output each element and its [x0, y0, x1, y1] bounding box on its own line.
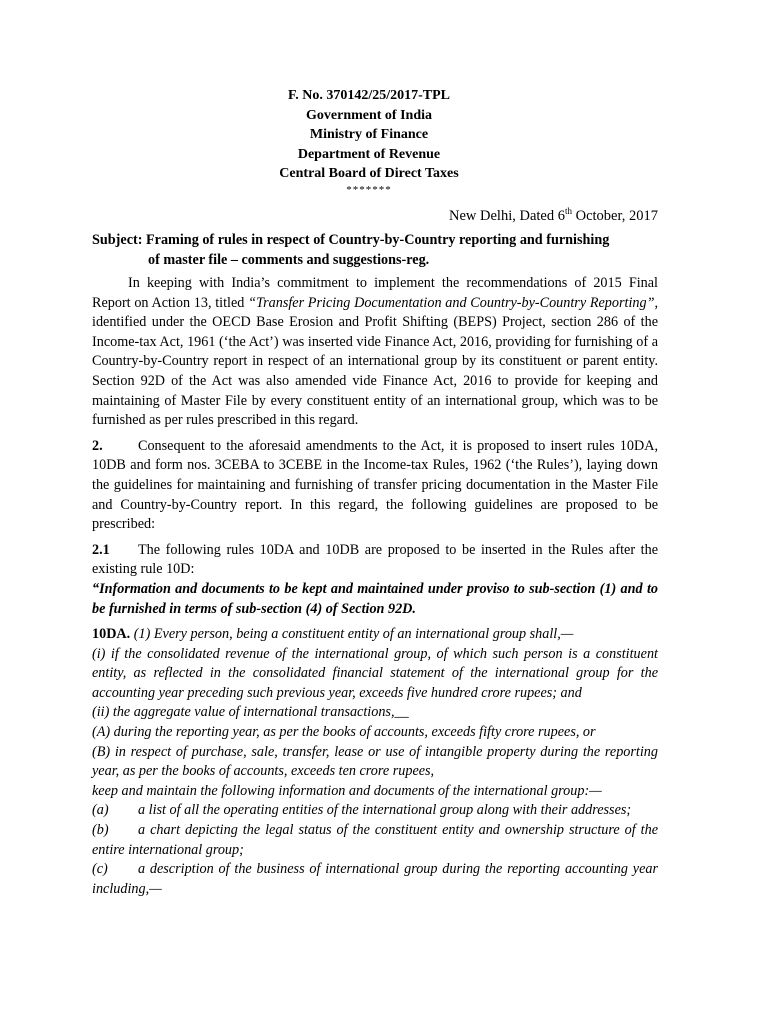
- paragraph-2-number: 2.: [92, 437, 103, 454]
- document-header: [0, 86, 738, 196]
- rule-10da-intro: [92, 625, 658, 645]
- item-a-label: (a): [92, 802, 109, 819]
- clause-ii: (ii) the aggregate value of international transactions,__: [92, 704, 409, 721]
- item-c-text: a description of the business of international group during the reporting accounting year including,—: [92, 861, 658, 897]
- date-line: [449, 202, 658, 226]
- rule-heading: “Information and documents to be kept and maintained under proviso to sub-section (1) and to be furnished in terms of sub-section (4) of Section 92D.: [92, 580, 658, 617]
- separator-stars: *******: [346, 183, 392, 196]
- board-name: Central Board of Direct Taxes: [279, 166, 459, 181]
- clause-B: (B) in respect of purchase, sale, transfer, lease or use of intangible property during the reporting year, as per the books of accounts, exceeds ten crore rupees,: [92, 743, 658, 780]
- clause-i: (i) if the consolidated revenue of the international group, of which such person is a constituent entity, as reflected in the consolidated financial statement of the international group for the accounting year preceding such previous year, exceeds five hundred crore rupees; and: [92, 645, 658, 701]
- document-body: [92, 274, 658, 899]
- item-c-label: (c): [92, 861, 108, 878]
- keep-maintain-line: keep and maintain the following information and documents of the international group:—: [92, 782, 602, 799]
- rule-10da-label: 10DA.: [92, 626, 131, 643]
- item-b: [92, 821, 658, 860]
- paragraph-1-part-1: In keeping with India’s commitment to implement the recommendations of 2015 Final Report on Action 13, titled: [92, 275, 658, 311]
- item-c: [92, 860, 658, 899]
- item-a-text: a list of all the operating entities of the international group along with their addresses;: [138, 802, 632, 819]
- report-title: “Transfer Pricing Documentation and Country-by-Country Reporting”: [248, 294, 655, 311]
- clause-A: (A) during the reporting year, as per the books of accounts, exceeds fifty crore rupees, or: [92, 724, 596, 741]
- department-name: Department of Revenue: [297, 146, 441, 162]
- government-name: Government of India: [306, 107, 432, 123]
- paragraph-2: [92, 437, 658, 535]
- paragraph-2-text: Consequent to the aforesaid amendments to the Act, it is proposed to insert rules 10DA, 10DB and form nos. 3CEBA to 3CEBE in the Income-tax Rules, 1962 (‘the Rules’), laying down the guidelines for maintaining and furnishing of transfer pricing documentation in the Master File and Country-by-Country report. In this regard, the following guidelines are proposed to be prescribed:: [92, 437, 658, 533]
- subject-line-2: of master file – comments and suggestions-reg.: [148, 252, 430, 268]
- paragraph-2-1-text: The following rules 10DA and 10DB are proposed to be inserted in the Rules after the existing rule 10D:: [92, 541, 658, 578]
- paragraph-1-part-2: , identified under the OECD Base Erosion and Profit Shifting (BEPS) Project, section 286 of the Income-tax Act, 1961 (‘the Act’) was inserted vide Finance Act, 2016, providing for furnishing of a Country-by-Country report in respect of an international group by its constituent or parent entity. Section 92D of the Act was also amended vide Finance Act, 2016 to provide for keeping and maintaining of Master File by every constituent entity of an international group, which was to be furnished as per rules prescribed in this regard.: [92, 294, 659, 429]
- paragraph-2-1: [92, 541, 658, 580]
- subject-line-1: Subject: Framing of rules in respect of Country-by-Country reporting and furnishing: [92, 232, 610, 248]
- paragraph-1: [92, 274, 658, 431]
- date-suffix-sup: th: [564, 206, 572, 216]
- rule-10da-intro-text: (1) Every person, being a constituent entity of an international group shall,—: [130, 626, 574, 643]
- item-b-label: (b): [92, 822, 109, 839]
- paragraph-2-1-number: 2.1: [92, 541, 110, 558]
- ministry-name: Ministry of Finance: [309, 127, 429, 142]
- date-rest: October, 2017: [572, 207, 658, 224]
- item-b-text: a chart depicting the legal status of the constituent entity and ownership structure of the entire international group;: [92, 822, 658, 858]
- date-prefix: New Delhi, Dated 6: [449, 207, 565, 224]
- item-a: [92, 801, 658, 821]
- subject: [92, 230, 658, 270]
- file-number: F. No. 370142/25/2017-TPL: [287, 88, 451, 103]
